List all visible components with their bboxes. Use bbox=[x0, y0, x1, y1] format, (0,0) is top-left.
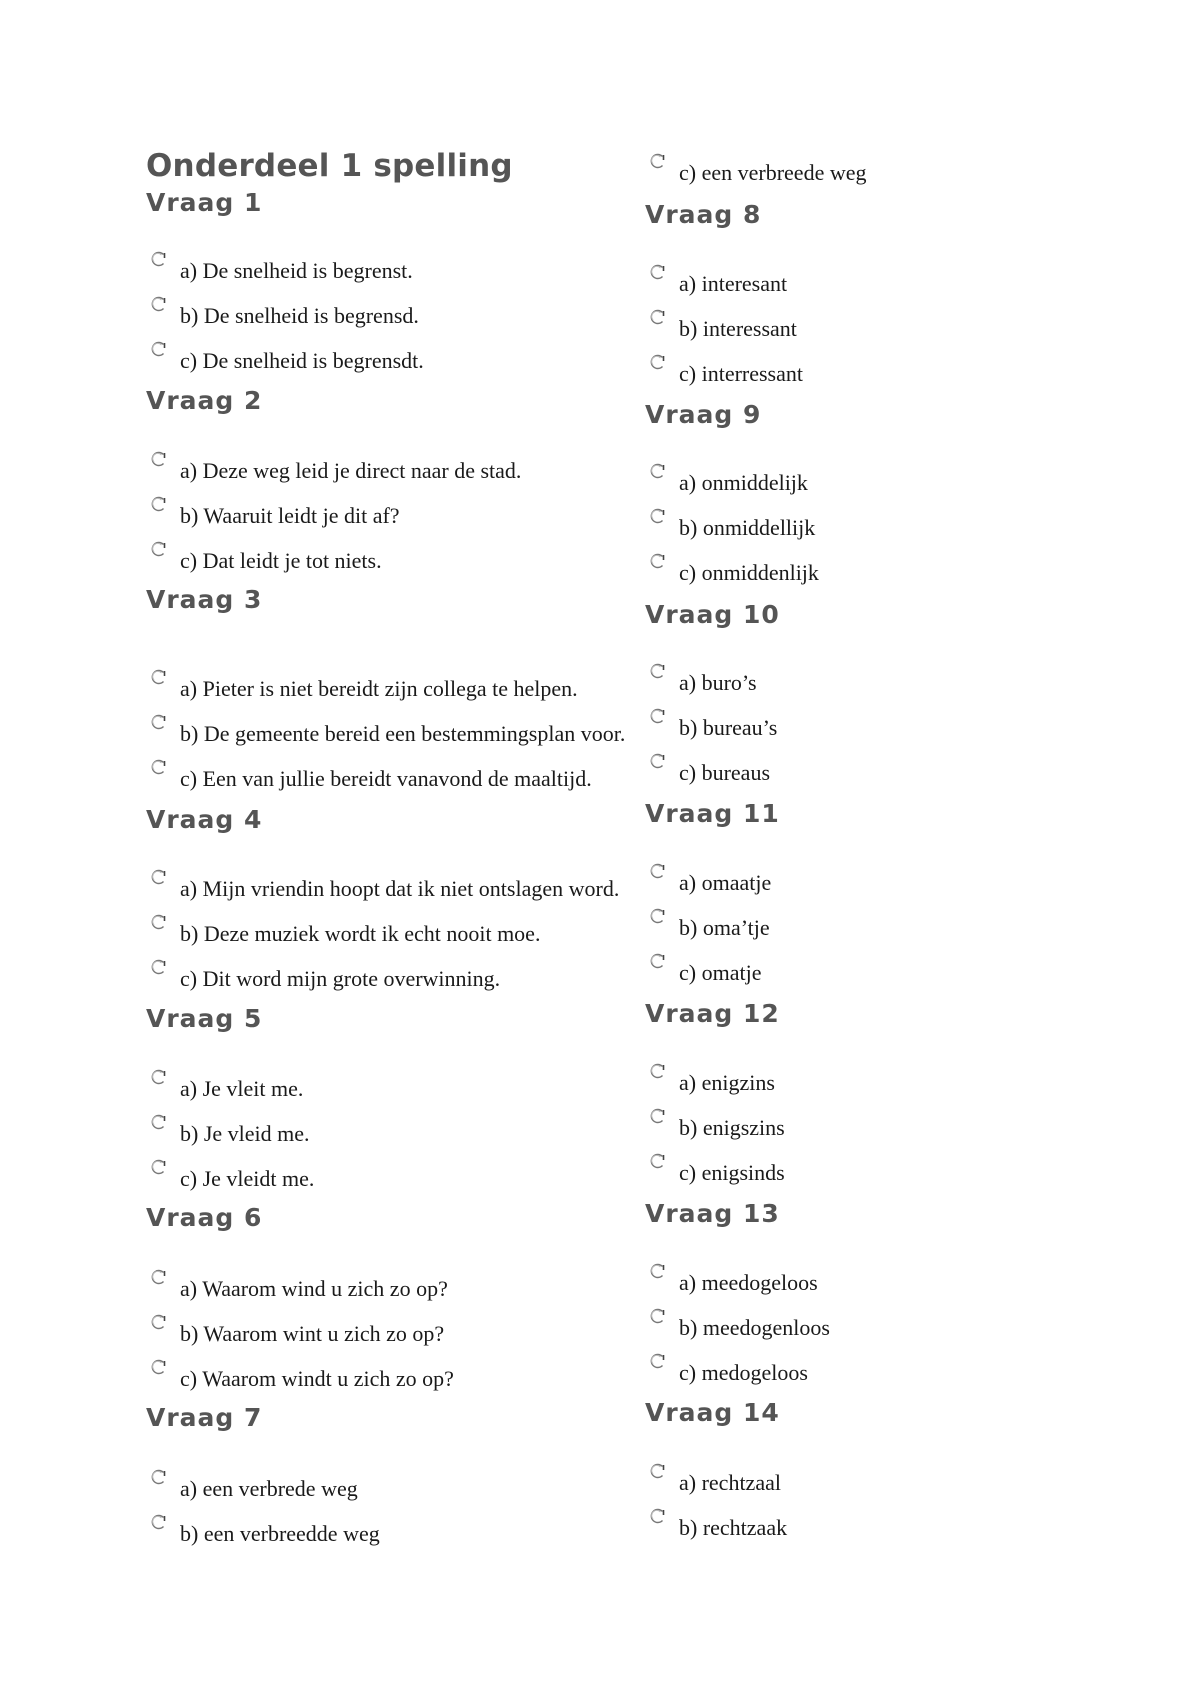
radio-icon[interactable] bbox=[150, 540, 168, 558]
option-label: c) interressant bbox=[679, 361, 803, 386]
option-label: c) enigsinds bbox=[679, 1160, 785, 1185]
question-heading: Vraag 9 bbox=[645, 400, 762, 429]
option-label: b) Waarom wint u zich zo op? bbox=[180, 1321, 445, 1346]
option-label: b) interessant bbox=[679, 316, 797, 341]
question-heading: Vraag 3 bbox=[146, 585, 263, 614]
option-label: b) De gemeente bereid een bestemmingsplan voor. bbox=[180, 721, 626, 746]
option-label: a) een verbrede weg bbox=[180, 1476, 358, 1501]
option-label: b) De snelheid is begrensd. bbox=[180, 303, 419, 328]
option-label: a) Mijn vriendin hoopt dat ik niet ontslagen word. bbox=[180, 876, 620, 901]
radio-icon[interactable] bbox=[150, 913, 168, 931]
option-label: c) Dat leidt je tot niets. bbox=[180, 548, 382, 573]
option-label: a) onmiddelijk bbox=[679, 470, 808, 495]
radio-icon[interactable] bbox=[649, 1107, 667, 1125]
option-label: b) Waaruit leidt je dit af? bbox=[180, 503, 400, 528]
question-heading: Vraag 14 bbox=[645, 1398, 780, 1427]
option-label: a) meedogeloos bbox=[679, 1270, 818, 1295]
option-label: a) rechtzaal bbox=[679, 1470, 781, 1495]
radio-icon[interactable] bbox=[649, 1462, 667, 1480]
option-label: c) De snelheid is begrensdt. bbox=[180, 348, 424, 373]
option-label: c) omatje bbox=[679, 960, 762, 985]
radio-icon[interactable] bbox=[150, 758, 168, 776]
option-label: b) Je vleid me. bbox=[180, 1121, 310, 1146]
option-label: b) bureau’s bbox=[679, 715, 778, 740]
radio-icon[interactable] bbox=[649, 752, 667, 770]
option-label: c) Je vleidt me. bbox=[180, 1166, 315, 1191]
option-label: c) medogeloos bbox=[679, 1360, 808, 1385]
option-label: b) onmiddellijk bbox=[679, 515, 816, 540]
radio-icon[interactable] bbox=[649, 552, 667, 570]
radio-icon[interactable] bbox=[150, 713, 168, 731]
question-heading: Vraag 1 bbox=[146, 188, 263, 217]
option-label: c) Waarom windt u zich zo op? bbox=[180, 1366, 454, 1391]
option-label: b) meedogenloos bbox=[679, 1315, 830, 1340]
option-label: a) interesant bbox=[679, 271, 788, 296]
option-label: a) De snelheid is begrenst. bbox=[180, 258, 413, 283]
option-label: a) Deze weg leid je direct naar de stad. bbox=[180, 458, 522, 483]
radio-icon[interactable] bbox=[649, 1352, 667, 1370]
radio-icon[interactable] bbox=[150, 1113, 168, 1131]
radio-icon[interactable] bbox=[649, 1507, 667, 1525]
radio-icon[interactable] bbox=[649, 353, 667, 371]
radio-icon[interactable] bbox=[649, 1262, 667, 1280]
radio-icon[interactable] bbox=[150, 250, 168, 268]
radio-icon[interactable] bbox=[649, 507, 667, 525]
question-heading: Vraag 6 bbox=[146, 1203, 263, 1232]
option-label: c) bureaus bbox=[679, 760, 771, 785]
radio-icon[interactable] bbox=[649, 1152, 667, 1170]
radio-icon[interactable] bbox=[150, 1158, 168, 1176]
radio-icon[interactable] bbox=[150, 668, 168, 686]
radio-icon[interactable] bbox=[150, 450, 168, 468]
option-label: b) rechtzaak bbox=[679, 1515, 788, 1540]
option-label: b) oma’tje bbox=[679, 915, 770, 940]
radio-icon[interactable] bbox=[649, 152, 667, 170]
question-heading: Vraag 12 bbox=[645, 999, 780, 1028]
radio-icon[interactable] bbox=[150, 958, 168, 976]
option-label: c) onmiddenlijk bbox=[679, 560, 819, 585]
radio-icon[interactable] bbox=[150, 340, 168, 358]
question-heading: Vraag 2 bbox=[146, 386, 263, 415]
radio-icon[interactable] bbox=[150, 1268, 168, 1286]
option-label: a) Waarom wind u zich zo op? bbox=[180, 1276, 448, 1301]
question-heading: Vraag 5 bbox=[146, 1004, 263, 1033]
question-heading: Vraag 7 bbox=[146, 1403, 263, 1432]
question-heading: Vraag 13 bbox=[645, 1199, 780, 1228]
radio-icon[interactable] bbox=[150, 295, 168, 313]
question-heading: Vraag 11 bbox=[645, 799, 780, 828]
radio-icon[interactable] bbox=[649, 462, 667, 480]
radio-icon[interactable] bbox=[150, 1068, 168, 1086]
radio-icon[interactable] bbox=[150, 1513, 168, 1531]
radio-icon[interactable] bbox=[649, 662, 667, 680]
radio-icon[interactable] bbox=[649, 707, 667, 725]
radio-icon[interactable] bbox=[150, 1358, 168, 1376]
radio-icon[interactable] bbox=[150, 1313, 168, 1331]
question-heading: Vraag 4 bbox=[146, 805, 263, 834]
option-label: a) buro’s bbox=[679, 670, 757, 695]
radio-icon[interactable] bbox=[649, 1307, 667, 1325]
option-label: c) Dit word mijn grote overwinning. bbox=[180, 966, 501, 991]
option-label: b) een verbreedde weg bbox=[180, 1521, 380, 1546]
radio-icon[interactable] bbox=[150, 495, 168, 513]
option-label: b) Deze muziek wordt ik echt nooit moe. bbox=[180, 921, 541, 946]
radio-icon[interactable] bbox=[649, 907, 667, 925]
page-title: Onderdeel 1 spelling bbox=[146, 148, 513, 184]
option-label: a) Je vleit me. bbox=[180, 1076, 304, 1101]
radio-icon[interactable] bbox=[150, 1468, 168, 1486]
radio-icon[interactable] bbox=[649, 1062, 667, 1080]
radio-icon[interactable] bbox=[649, 862, 667, 880]
option-label: a) Pieter is niet bereidt zijn collega te helpen. bbox=[180, 676, 578, 701]
radio-icon[interactable] bbox=[649, 952, 667, 970]
option-label: a) omaatje bbox=[679, 870, 772, 895]
option-label: c) een verbreede weg bbox=[679, 160, 867, 185]
option-label: b) enigszins bbox=[679, 1115, 785, 1140]
radio-icon[interactable] bbox=[649, 308, 667, 326]
question-heading: Vraag 8 bbox=[645, 200, 762, 229]
radio-icon[interactable] bbox=[649, 263, 667, 281]
option-label: a) enigzins bbox=[679, 1070, 775, 1095]
radio-icon[interactable] bbox=[150, 868, 168, 886]
option-label: c) Een van jullie bereidt vanavond de maaltijd. bbox=[180, 766, 592, 791]
question-heading: Vraag 10 bbox=[645, 600, 780, 629]
